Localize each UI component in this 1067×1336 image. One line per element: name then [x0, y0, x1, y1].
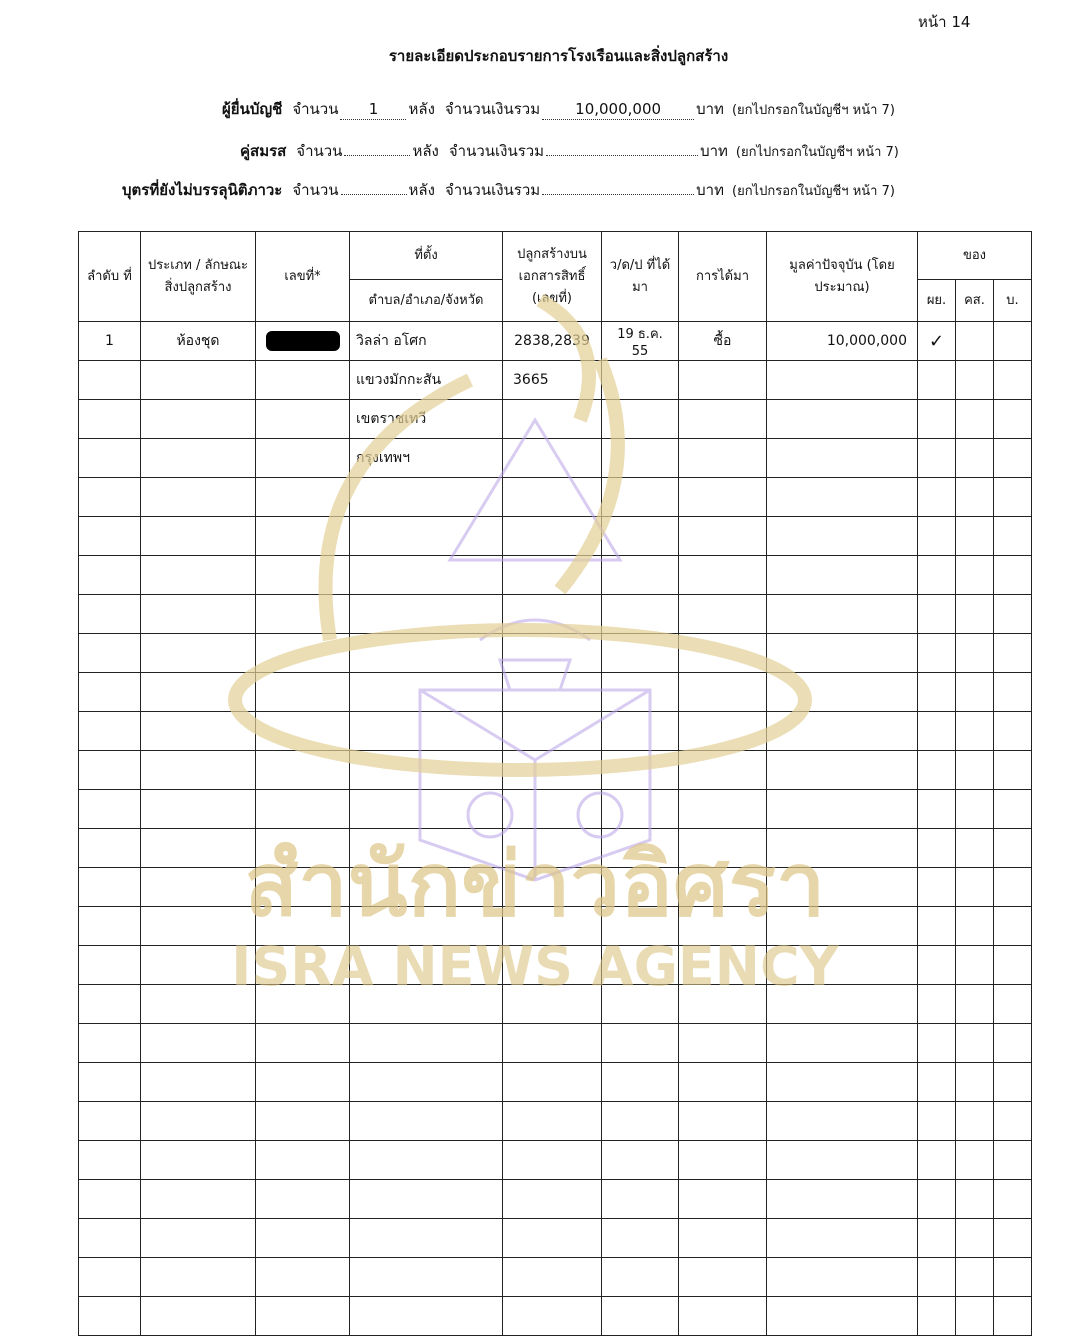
currency-label: บาท: [700, 142, 728, 160]
unit-label: หลัง: [408, 100, 435, 118]
count-value: [344, 137, 410, 156]
cell-owner-self: ✓: [918, 322, 956, 361]
currency-label: บาท: [696, 181, 724, 199]
table-row: [79, 946, 1032, 985]
table-row: [79, 556, 1032, 595]
table-row: [79, 361, 1032, 400]
header-owner: ของ: [918, 232, 1032, 280]
summary-note: (ยกไปกรอกในบัญชีฯ หน้า 7): [731, 103, 895, 118]
table-body: [79, 322, 1032, 1336]
header-location-sub: ตำบล/อำเภอ/จังหวัด: [350, 280, 503, 322]
currency-label: บาท: [696, 100, 724, 118]
table-row: [79, 400, 1032, 439]
table-row: [79, 985, 1032, 1024]
count-value: [341, 176, 407, 195]
table-row: [79, 634, 1032, 673]
table-row: [79, 907, 1032, 946]
unit-label: หลัง: [408, 181, 435, 199]
header-owner-spouse: คส.: [956, 280, 994, 322]
table-row: [79, 1141, 1032, 1180]
table-row: [79, 1024, 1032, 1063]
summary-spouse: [240, 137, 899, 163]
cell-type: ห้องชุด: [141, 322, 256, 361]
table-row: [79, 1219, 1032, 1258]
total-label: จำนวนเงินรวม: [444, 181, 541, 199]
unit-label: หลัง: [412, 142, 439, 160]
table-row: [79, 1258, 1032, 1297]
table-row: [79, 1180, 1032, 1219]
table-row: [79, 790, 1032, 829]
summary-label: ผู้ยื่นบัญชี: [222, 100, 283, 118]
cell-location: กรุงเทพฯ: [350, 439, 503, 478]
header-type: ประเภท / ลักษณะ สิ่งปลูกสร้าง: [141, 232, 256, 322]
cell-deed: 3665: [503, 361, 602, 400]
cell-location: แขวงมักกะสัน: [350, 361, 503, 400]
page-title: รายละเอียดประกอบรายการโรงเรือนและสิ่งปลูกสร้าง: [388, 47, 729, 65]
page-number: หน้า 14: [918, 13, 971, 31]
table-row: [79, 751, 1032, 790]
redaction-block: [266, 331, 340, 351]
header-date: ว/ด/ป ที่ได้มา: [602, 232, 679, 322]
summary-label: คู่สมรส: [240, 142, 287, 160]
table-row: [79, 595, 1032, 634]
table-row: [79, 1297, 1032, 1336]
table-row: [79, 1102, 1032, 1141]
summary-label: บุตรที่ยังไม่บรรลุนิติภาวะ: [122, 181, 283, 199]
header-owner-self: ผย.: [918, 280, 956, 322]
total-value: 10,000,000: [542, 101, 694, 120]
cell-acquired: ซื้อ: [679, 322, 767, 361]
header-location: ที่ตั้ง: [350, 232, 503, 280]
count-value: 1: [340, 101, 406, 120]
summary-note: (ยกไปกรอกในบัญชีฯ หน้า 7): [732, 184, 895, 199]
cell-owner-spouse: [956, 322, 994, 361]
cell-date: 19 ธ.ค. 55: [602, 322, 679, 361]
cell-number: [256, 322, 350, 361]
header-seq: ลำดับ ที่: [79, 232, 141, 322]
total-value: [546, 137, 698, 156]
watermark-thai: สำนักข่าวอิศรา: [244, 833, 826, 936]
table-row: [79, 478, 1032, 517]
header-value: มูลค่าปัจจุบัน (โดยประมาณ): [767, 232, 918, 322]
header-owner-child: บ.: [994, 280, 1032, 322]
header-number: เลขที่*: [256, 232, 350, 322]
table-row: [79, 517, 1032, 556]
total-label: จำนวนเงินรวม: [444, 100, 541, 118]
summary-children: [122, 176, 895, 202]
table-row: [79, 1063, 1032, 1102]
summary-declarant: [222, 97, 895, 121]
table-row: [79, 439, 1032, 478]
cell-value: 10,000,000: [767, 322, 918, 361]
cell-deed: 2838,2839: [503, 322, 602, 361]
table-row: [79, 322, 1032, 361]
table-row: [79, 712, 1032, 751]
total-value: [542, 176, 694, 195]
summary-note: (ยกไปกรอกในบัญชีฯ หน้า 7): [735, 145, 899, 160]
watermark-english: ISRA NEWS AGENCY: [231, 935, 839, 998]
cell-seq: 1: [79, 322, 141, 361]
cell-location: เขตราชเทวี: [350, 400, 503, 439]
cell-location: วิลล่า อโศก: [350, 322, 503, 361]
count-label: จำนวน: [296, 142, 343, 160]
structures-table: [78, 231, 1032, 1336]
header-acquired: การได้มา: [679, 232, 767, 322]
table-row: [79, 829, 1032, 868]
count-label: จำนวน: [292, 100, 339, 118]
table-row: [79, 868, 1032, 907]
count-label: จำนวน: [292, 181, 339, 199]
table-row: [79, 673, 1032, 712]
header-deed: ปลูกสร้างบน เอกสารสิทธิ์ (เลขที่): [503, 232, 602, 322]
total-label: จำนวนเงินรวม: [448, 142, 545, 160]
cell-owner-child: [994, 322, 1032, 361]
